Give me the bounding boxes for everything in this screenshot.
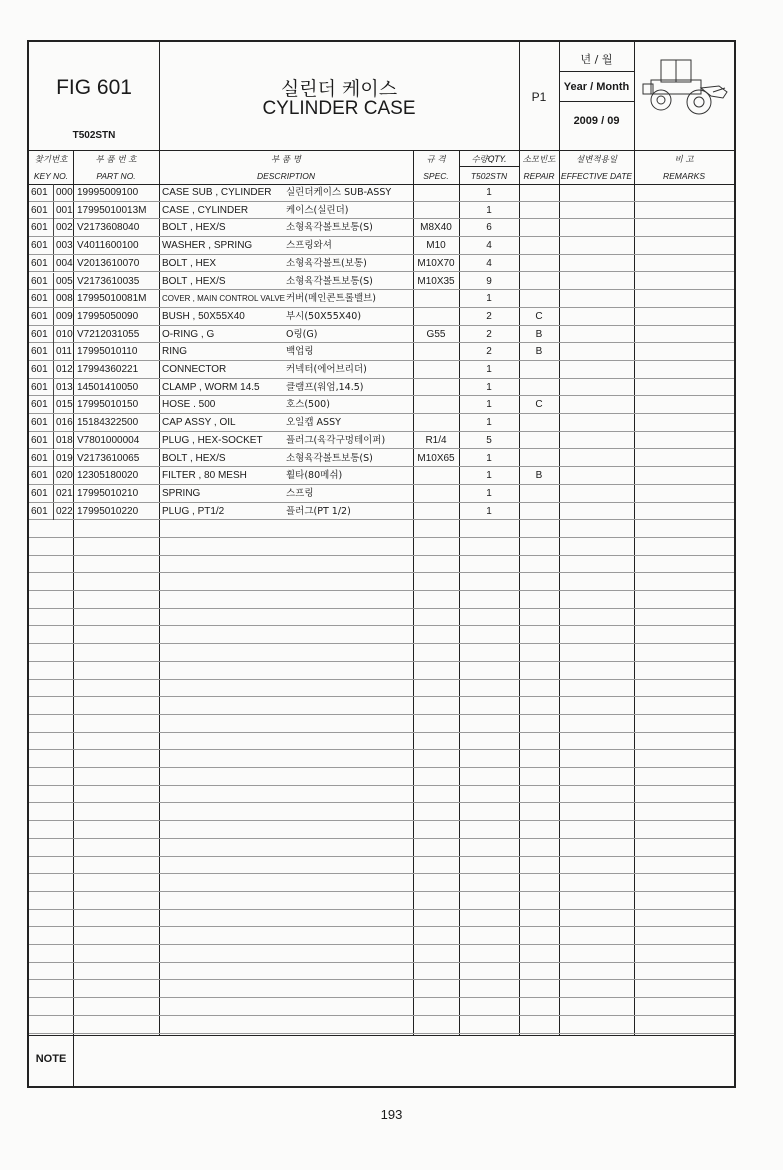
description-korean: 플러그(육각구멍테이퍼) xyxy=(286,434,386,446)
fig-number: 601 xyxy=(31,257,48,269)
table-row xyxy=(29,467,734,485)
table-row xyxy=(29,255,734,273)
empty-row xyxy=(29,733,734,751)
empty-row xyxy=(29,981,734,999)
description-korean: 소형육각볼트(보통) xyxy=(286,257,367,269)
description-korean: O링(G) xyxy=(286,328,318,340)
quantity: 1 xyxy=(486,452,492,464)
part-number: V2013610070 xyxy=(77,257,140,269)
fig-number: 601 xyxy=(31,275,48,287)
fig-number: 601 xyxy=(31,417,48,429)
spec xyxy=(413,379,459,396)
description-korean: 스프링 xyxy=(286,487,314,499)
empty-row xyxy=(29,821,734,839)
key-number: 022 xyxy=(56,505,73,517)
quantity: 2 xyxy=(486,328,492,340)
empty-row xyxy=(29,945,734,963)
title-korean: 실린더 케이스 xyxy=(280,78,398,100)
part-number: V2173610065 xyxy=(77,452,140,464)
empty-row xyxy=(29,520,734,538)
fig-number: 601 xyxy=(31,487,48,499)
empty-row xyxy=(29,804,734,822)
empty-row xyxy=(29,644,734,662)
empty-row xyxy=(29,892,734,910)
table-row xyxy=(29,326,734,344)
key-number: 010 xyxy=(56,328,73,340)
empty-row xyxy=(29,750,734,768)
empty-row xyxy=(29,857,734,875)
quantity: 1 xyxy=(486,364,492,375)
column-spec: 규 격 SPEC. xyxy=(423,155,449,181)
repair-code xyxy=(519,432,559,449)
table-row xyxy=(29,273,734,291)
fig-number: 601 xyxy=(31,381,48,393)
empty-row xyxy=(29,998,734,1016)
description-korean: 오일캡 ASSY xyxy=(286,417,341,429)
year-month-label: Year / Month xyxy=(563,81,630,93)
quantity: 1 xyxy=(486,293,492,305)
fig-number: 601 xyxy=(31,240,48,252)
repair-code xyxy=(519,414,559,431)
description-english: CLAMP , WORM 14.5 xyxy=(162,381,260,393)
key-number: 016 xyxy=(56,417,73,429)
spec xyxy=(413,290,459,307)
repair-code xyxy=(519,450,559,467)
quantity: 9 xyxy=(486,275,492,287)
description-english: PLUG , PT1/2 xyxy=(162,505,225,517)
fig-number: 601 xyxy=(31,505,48,517)
column-description: 부 품 명 DESCRIPTION xyxy=(256,155,316,181)
fig-number: 601 xyxy=(31,293,48,305)
description-english: CASE SUB , CYLINDER xyxy=(162,187,272,198)
table-row xyxy=(29,414,734,432)
repair-code: B xyxy=(535,328,543,340)
note-area xyxy=(29,1035,734,1087)
empty-row xyxy=(29,573,734,591)
empty-row xyxy=(29,963,734,981)
spec: M10X65 xyxy=(417,452,455,464)
description-english: WASHER , SPRING xyxy=(162,240,253,252)
fig-number: 601 xyxy=(31,470,48,482)
part-number: 19995009100 xyxy=(77,187,139,198)
repair-code: B xyxy=(535,470,543,482)
key-number: 008 xyxy=(56,293,73,305)
quantity: 2 xyxy=(486,346,492,358)
description-english: BOLT , HEX/S xyxy=(162,222,226,234)
spec xyxy=(413,343,459,360)
spec xyxy=(413,414,459,431)
quantity: 6 xyxy=(486,222,492,234)
spec xyxy=(413,184,459,201)
empty-row xyxy=(29,768,734,786)
column-qty: 수량QTY. T502STN xyxy=(470,155,508,181)
description-korean: 클램프(워엄,14.5) xyxy=(286,381,364,393)
empty-row xyxy=(29,927,734,945)
sheet-header xyxy=(29,42,734,151)
repair-code xyxy=(519,361,559,378)
quantity: 1 xyxy=(486,470,492,482)
part-number: 12305180020 xyxy=(77,470,139,482)
key-number: 001 xyxy=(56,204,73,216)
note-label: NOTE xyxy=(35,1053,67,1065)
fig-number: 601 xyxy=(31,399,48,411)
quantity: 4 xyxy=(486,240,492,252)
description-korean: 휠타(80메쉬) xyxy=(286,470,343,482)
spec: M10X70 xyxy=(417,257,455,269)
repair-code: C xyxy=(535,310,543,322)
description-english: O-RING , G xyxy=(162,328,215,340)
fig-number: 601 xyxy=(31,346,48,358)
repair-code xyxy=(519,255,559,272)
spec: R1/4 xyxy=(425,434,447,446)
empty-row xyxy=(29,538,734,556)
fig-number: 601 xyxy=(31,434,48,446)
table-row xyxy=(29,379,734,397)
spec xyxy=(413,361,459,378)
key-number: 002 xyxy=(56,222,73,234)
spec xyxy=(413,202,459,219)
empty-row xyxy=(29,839,734,857)
description-korean: 소형육각볼트보통(S) xyxy=(286,452,373,464)
page-number: 193 xyxy=(380,1107,403,1122)
key-number: 012 xyxy=(56,364,73,375)
empty-row xyxy=(29,591,734,609)
repair-code: B xyxy=(535,346,543,358)
table-row xyxy=(29,184,734,202)
key-number: 004 xyxy=(56,257,73,269)
key-number: 013 xyxy=(56,381,73,393)
key-number: 000 xyxy=(56,187,73,198)
spec xyxy=(413,308,459,325)
year-month-korean: 년 / 월 xyxy=(580,53,613,66)
repair-code xyxy=(519,184,559,201)
repair-code xyxy=(519,290,559,307)
table-row xyxy=(29,450,734,468)
part-number: V7212031055 xyxy=(77,328,140,340)
description-english: CASE , CYLINDER xyxy=(162,204,249,216)
description-english: COVER , MAIN CONTROL VALVE xyxy=(162,294,285,304)
repair-code xyxy=(519,202,559,219)
spec xyxy=(413,485,459,502)
repair-code xyxy=(519,237,559,254)
parts-table xyxy=(29,184,734,1035)
description-korean: 실린더케이스 SUB-ASSY xyxy=(286,187,392,198)
part-number: 17995010150 xyxy=(77,399,139,411)
parts-sheet xyxy=(27,40,736,1088)
part-number: 17995050090 xyxy=(77,310,139,322)
part-number: V2173610035 xyxy=(77,275,140,287)
description-korean: 소형육각볼트보통(S) xyxy=(286,275,373,287)
quantity: 1 xyxy=(486,204,492,216)
figure-model: T502STN xyxy=(72,130,116,141)
empty-row xyxy=(29,609,734,627)
fig-number: 601 xyxy=(31,328,48,340)
column-key-no: 찾기번호 KEY NO. xyxy=(33,155,69,181)
repair-code: C xyxy=(535,399,543,411)
empty-row xyxy=(29,680,734,698)
key-number: 021 xyxy=(56,487,73,499)
column-effective-date: 설변적용일 EFFECTIVE DATE xyxy=(560,155,633,181)
column-part-no: 부 품 번 호 PART NO. xyxy=(95,155,137,181)
part-number: 14501410050 xyxy=(77,381,139,393)
description-english: SPRING xyxy=(162,487,201,499)
spec: G55 xyxy=(426,328,446,340)
description-korean: 백업링 xyxy=(286,346,314,358)
column-repair: 소모빈도 REPAIR xyxy=(522,155,556,181)
quantity: 4 xyxy=(486,257,492,269)
table-row xyxy=(29,308,734,326)
part-number: 17995010210 xyxy=(77,487,139,499)
spec: M10X35 xyxy=(417,275,455,287)
part-number: 15184322500 xyxy=(77,417,139,429)
part-number: V2173608040 xyxy=(77,222,140,234)
fig-number: 601 xyxy=(31,222,48,234)
quantity: 1 xyxy=(486,505,492,517)
year-month-value: 2009 / 09 xyxy=(573,115,620,127)
fig-number: 601 xyxy=(31,187,48,198)
page-marker: P1 xyxy=(531,90,547,104)
part-number: V7801000004 xyxy=(77,434,140,446)
description-korean: 호스(500) xyxy=(286,399,330,411)
description-korean: 소형육각볼트보통(S) xyxy=(286,222,373,234)
key-number: 009 xyxy=(56,310,73,322)
figure-label: FIG 601 xyxy=(56,76,132,99)
description-english: RING xyxy=(162,346,187,358)
table-row xyxy=(29,202,734,220)
key-number: 011 xyxy=(56,346,72,358)
description-english: CONNECTOR xyxy=(162,364,227,375)
tractor-icon xyxy=(639,56,731,116)
fig-number: 601 xyxy=(31,204,48,216)
quantity: 1 xyxy=(486,417,492,429)
repair-code xyxy=(519,379,559,396)
description-english: PLUG , HEX-SOCKET xyxy=(162,434,263,446)
table-row xyxy=(29,361,734,379)
repair-code xyxy=(519,219,559,236)
table-row xyxy=(29,503,734,521)
empty-row xyxy=(29,874,734,892)
description-korean: 커버(메인콘트롤밸브) xyxy=(286,293,377,305)
fig-number: 601 xyxy=(31,364,48,375)
description-english: FILTER , 80 MESH xyxy=(162,470,247,482)
description-english: BOLT , HEX/S xyxy=(162,275,226,287)
quantity: 2 xyxy=(486,310,492,322)
quantity: 1 xyxy=(486,381,492,393)
part-number: 17995010013M xyxy=(77,204,147,216)
part-number: 17994360221 xyxy=(77,364,139,375)
description-korean: 플러그(PT 1/2) xyxy=(286,505,351,517)
quantity: 1 xyxy=(486,487,492,499)
empty-row xyxy=(29,627,734,645)
key-number: 015 xyxy=(56,399,73,411)
spec: M8X40 xyxy=(420,222,452,234)
quantity: 5 xyxy=(486,434,492,446)
description-english: BUSH , 50X55X40 xyxy=(162,310,245,322)
key-number: 003 xyxy=(56,240,73,252)
key-number: 018 xyxy=(56,434,73,446)
part-number: V4011600100 xyxy=(77,240,139,252)
part-number: 17995010220 xyxy=(77,505,139,517)
repair-code xyxy=(519,485,559,502)
spec: M10 xyxy=(426,240,446,252)
fig-number: 601 xyxy=(31,452,48,464)
repair-code xyxy=(519,273,559,290)
repair-code xyxy=(519,503,559,520)
title-english: CYLINDER CASE xyxy=(262,98,416,119)
description-english: CAP ASSY , OIL xyxy=(162,417,236,429)
spec xyxy=(413,503,459,520)
key-number: 019 xyxy=(56,452,73,464)
empty-row xyxy=(29,715,734,733)
quantity: 1 xyxy=(486,399,492,411)
table-row xyxy=(29,343,734,361)
part-number: 17995010081M xyxy=(77,293,147,305)
description-korean: 부시(50X55X40) xyxy=(286,310,362,322)
column-headers xyxy=(29,150,734,185)
column-remarks: 비 고 REMARKS xyxy=(662,155,706,181)
description-korean: 케이스(실린더) xyxy=(286,204,349,216)
table-row xyxy=(29,219,734,237)
empty-row xyxy=(29,786,734,804)
empty-row xyxy=(29,662,734,680)
table-row xyxy=(29,290,734,308)
spec xyxy=(413,467,459,484)
empty-row xyxy=(29,910,734,928)
table-row xyxy=(29,396,734,414)
spec xyxy=(413,396,459,413)
empty-row xyxy=(29,1016,734,1034)
description-korean: 커넥터(에어브리더) xyxy=(286,364,367,375)
key-number: 020 xyxy=(56,470,73,482)
description-english: BOLT , HEX/S xyxy=(162,452,226,464)
part-number: 17995010110 xyxy=(77,346,138,358)
description-english: HOSE . 500 xyxy=(162,399,216,411)
description-korean: 스프링와셔 xyxy=(286,240,332,252)
key-number: 005 xyxy=(56,275,73,287)
description-english: BOLT , HEX xyxy=(162,257,217,269)
empty-row xyxy=(29,697,734,715)
empty-row xyxy=(29,556,734,574)
table-row xyxy=(29,432,734,450)
fig-number: 601 xyxy=(31,310,48,322)
quantity: 1 xyxy=(486,187,492,198)
table-row xyxy=(29,237,734,255)
table-row xyxy=(29,485,734,503)
